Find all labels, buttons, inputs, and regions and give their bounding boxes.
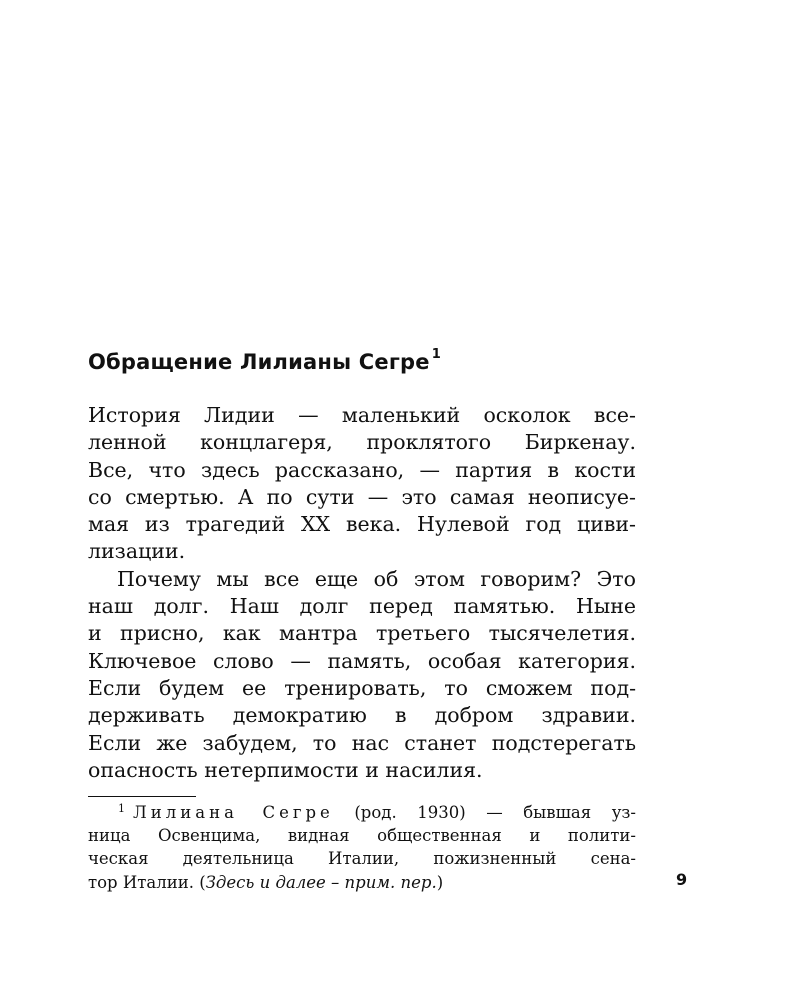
text-line: Ключевое слово — память, особая категория. [88,648,636,673]
text-line: Если же забудем, то нас станет подстерегать [88,730,636,755]
body-text [88,402,636,784]
translator-note: Здесь и далее – прим. пер. [205,872,437,892]
chapter-title: Обращение Лилианы Сегре [88,350,430,374]
text-line: Почему мы все еще об этом говорим? Это [117,566,636,591]
text-line: Если будем ее тренировать, то сможем под- [88,675,636,700]
footnote-text: тор Италии. ( [88,872,206,892]
text-line: со смертью. А по сути — это самая неописуе- [88,484,636,509]
text-line: и присно, как мантра третьего тысячелетия. [88,621,636,646]
text-line: История Лидии — маленький осколок все- [88,403,636,427]
footnote-text: ) [436,872,444,892]
footnote-marker: 1 [118,802,125,815]
footnote-line [88,801,636,824]
footnote-reference: 1 [431,347,441,362]
chapter-heading [88,347,441,374]
text-line: наш долг. Наш долг перед памятью. Ныне [88,594,636,619]
text-line: опасность нетерпимости и насилия. [88,757,483,782]
footnote-line: ческая деятельница Италии, пожизненный сена- [88,849,636,869]
footnote-name: Лилиана Сегре [133,803,334,822]
footnote-divider [88,796,196,797]
text-line: держивать демократию в добром здравии. [88,703,636,728]
footnote-text: (род. 1930) — бывшая уз- [354,803,636,822]
text-line: Все, что здесь рассказано, — партия в кости [88,457,636,482]
text-line: ленной концлагеря, проклятого Биркенау. [88,430,636,455]
footnote-line: ница Освенцима, видная общественная и полити- [88,826,636,846]
footnote [88,801,636,894]
text-line: лизации. [88,539,186,564]
footnote-line [88,871,636,894]
text-line: мая из трагедий XX века. Нулевой год циви- [88,512,636,537]
page-number: 9 [676,870,688,889]
